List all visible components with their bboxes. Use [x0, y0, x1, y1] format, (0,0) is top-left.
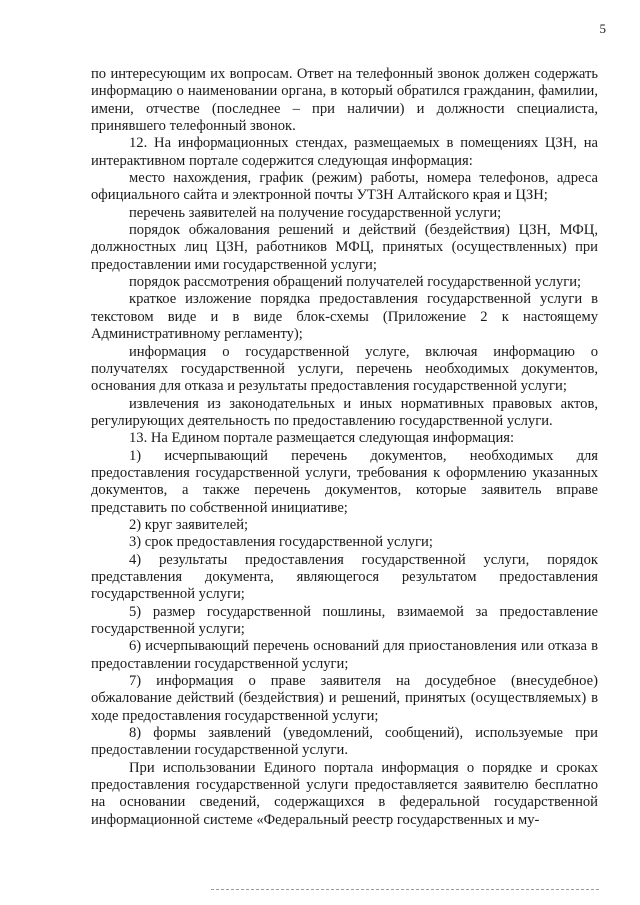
list-item-8: 8) формы заявлений (уведомлений, сообщений), используемые при предоставлении государственной услуги. [91, 725, 598, 759]
paragraph-legal-extracts: извлечения из законодательных и иных нормативных правовых актов, регулирующих деятельность по предоставлению государственной услуги. [91, 395, 598, 429]
paragraph-summary: краткое изложение порядка предоставления государственной услуги в текстовом виде и в виде блок-схемы (Приложение 2 к настоящему Административному регламенту); [91, 291, 598, 343]
list-item-3: 3) срок предоставления государственной услуги; [129, 534, 433, 551]
document-body [91, 66, 598, 829]
paragraph-location-schedule: место нахождения, график (режим) работы, номера телефонов, адреса официального сайта и электронной почты УТЗН Алтайского края и ЦЗН; [91, 170, 598, 204]
paragraph-appeal-procedure: порядок обжалования решений и действий (бездействия) ЦЗН, МФЦ, должностных лиц ЦЗН, работников МФЦ, принятых (осуществленных) при предоставлении ими государственной услуги; [91, 222, 598, 273]
paragraph-request-review: порядок рассмотрения обращений получателей государственной услуги; [129, 274, 582, 291]
paragraph-applicants-list: перечень заявителей на получение государственной услуги; [129, 204, 502, 221]
page-number: 5 [599, 21, 606, 36]
paragraph-item-13: 13. На Едином портале размещается следующая информация: [129, 430, 515, 447]
list-item-2: 2) круг заявителей; [129, 516, 249, 533]
list-item-7: 7) информация о праве заявителя на досудебное (внесудебное) обжалование действий (бездействия) и решений, принятых (осуществляемых) в ходе предоставления государственной услуги; [91, 673, 598, 724]
paragraph-continuation: по интересующим их вопросам. Ответ на телефонный звонок должен содержать информацию о наименовании органа, в который обратился гражданин, фамилии, имени, отчестве (последнее – при наличии) и должности специалиста, принявшего телефонный звонок. [91, 66, 598, 135]
bottom-rule [211, 889, 599, 890]
paragraph-service-info: информация о государственной услуге, включая информацию о получателях государственной услуги, перечень необходимых документов, основания для отказа и результаты предоставления государственной услуги; [91, 343, 598, 395]
list-item-4: 4) результаты предоставления государственной услуги, порядок представления документа, являющегося результатом предоставления государственной услуги; [91, 551, 598, 603]
paragraph-portal-usage: При использовании Единого портала информация о порядке и сроках предоставления государственной услуги предоставляется заявителю бесплатно на основании сведений, содержащихся в федеральной государственной информационной системе «Федеральный реестр государственных и му- [91, 759, 598, 828]
list-item-6: 6) исчерпывающий перечень оснований для приостановления или отказа в предоставлении государственной услуги; [91, 638, 598, 672]
paragraph-item-12: 12. На информационных стендах, размещаемых в помещениях ЦЗН, на интерактивном портале содержится следующая информация: [91, 135, 598, 169]
list-item-1: 1) исчерпывающий перечень документов, необходимых для предоставления государственной услуги, требования к оформлению указанных документов, а также перечень документов, которые заявитель вправе представить по собственной инициативе; [91, 447, 598, 516]
list-item-5: 5) размер государственной пошлины, взимаемой за предоставление государственной услуги; [91, 603, 598, 637]
